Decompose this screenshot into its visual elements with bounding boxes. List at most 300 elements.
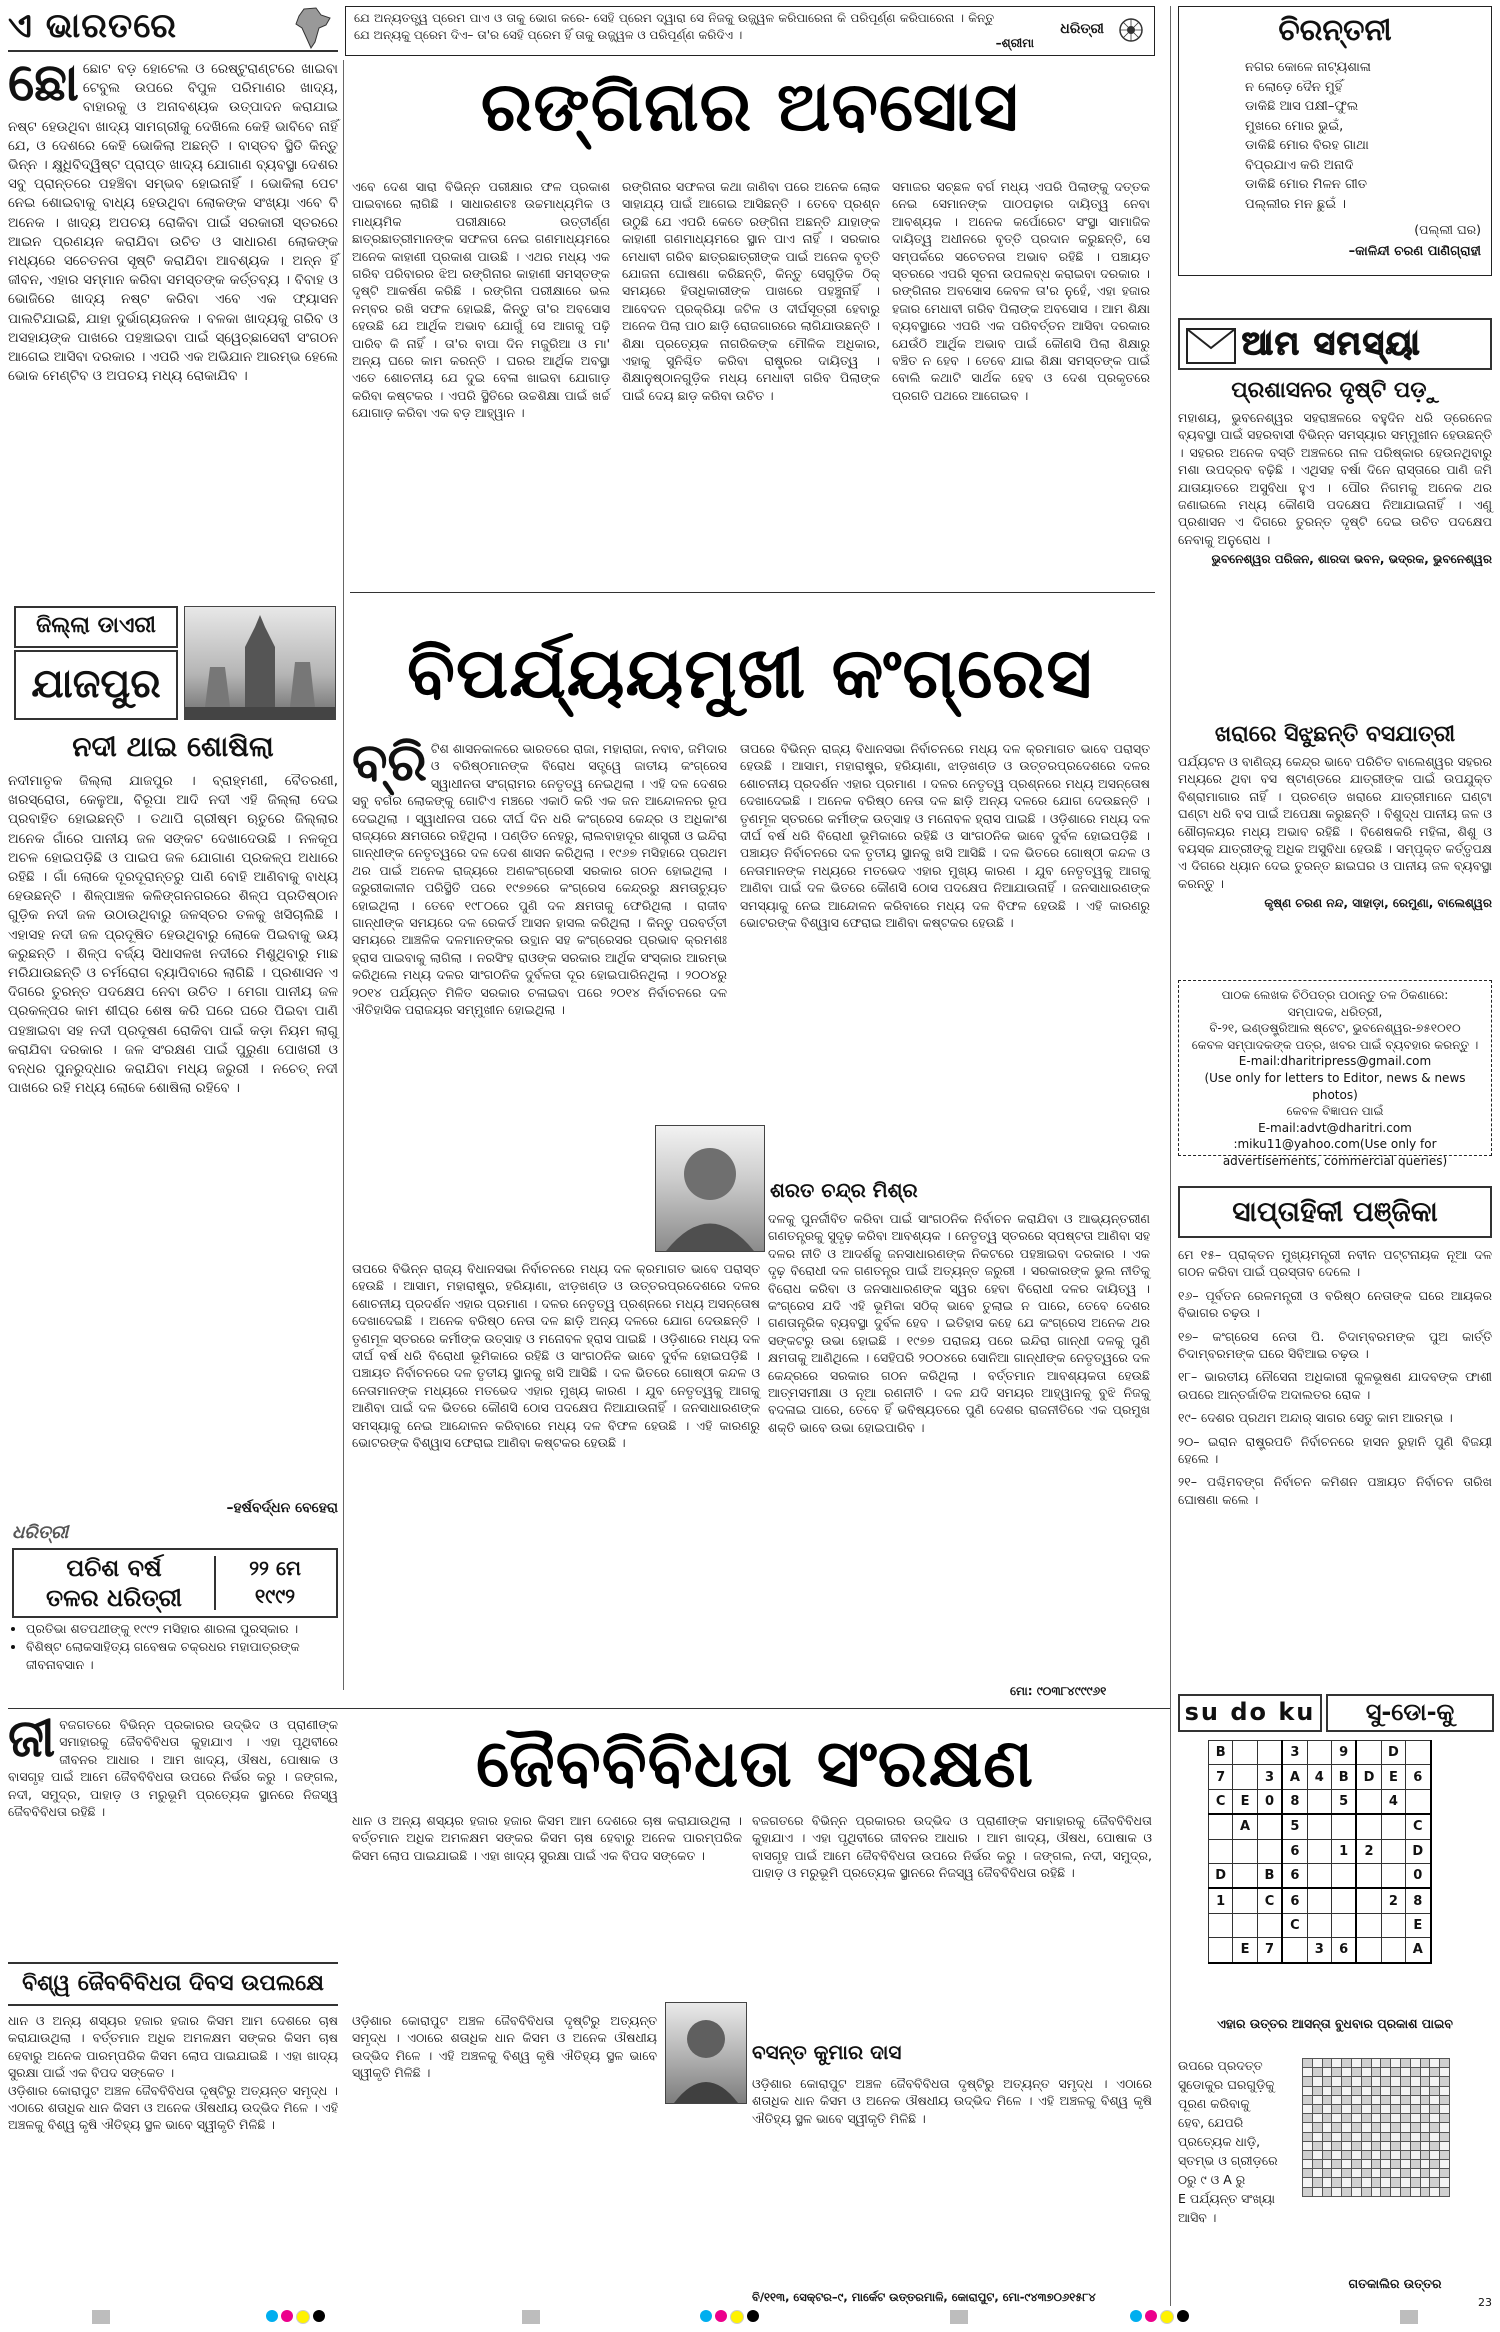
mini-cell bbox=[1440, 2160, 1450, 2169]
mini-cell bbox=[1410, 2150, 1420, 2159]
mini-cell bbox=[1420, 2077, 1430, 2086]
mini-cell bbox=[1371, 2059, 1381, 2068]
history-item: • ପ୍ରତିଭା ଶତପଥୀଙ୍କୁ ୧୯୯୨ ମସିହାର ଶାରଳା ପୁରସ୍କାର । bbox=[26, 1620, 348, 1638]
mini-cell bbox=[1400, 2178, 1410, 2187]
bio-body: ବଜଗତରେ ବିଭିନ୍ନ ପ୍ରକାରର ଉଦ୍ଭିଦ ଓ ପ୍ରାଣୀଙ୍କ ସମାହାରକୁ ଜୈବବିବିଧତା କୁହାଯାଏ । ଏହା ପୃଥିବୀରେ ଜୀବନର ଆଧାର । ଆମ ଖାଦ୍ୟ, ଔଷଧ, ପୋଷାକ ଓ ବାସଗୃହ ପାଇଁ ଆମେ ଜୈବବିବିଧତା ଉପରେ ନିର୍ଭର କରୁ । ଜଙ୍ଗଲ, ନଦୀ, ସମୁଦ୍ର, ପାହାଡ଼ ଓ ମରୁଭୂମି ପ୍ରତ୍ୟେକ ସ୍ଥାନରେ ନିଜସ୍ୱ ଜୈବବିବିଧତା ରହିଛି । bbox=[8, 1717, 338, 1820]
mini-cell bbox=[1420, 2114, 1430, 2123]
mini-cell bbox=[1342, 2160, 1352, 2169]
poem-box bbox=[1178, 6, 1492, 276]
sudoku-cell[interactable]: B bbox=[1257, 1863, 1282, 1888]
mini-cell bbox=[1303, 2059, 1313, 2068]
mini-cell bbox=[1312, 2095, 1322, 2104]
top-article-text: ସମାଜର ସଚ୍ଛଳ ବର୍ଗ ମଧ୍ୟ ଏପରି ପିଲାଙ୍କୁ ଦତ୍ତକ ନେଇ ସେମାନଙ୍କ ପାଠପଢ଼ାର ଦାୟିତ୍ୱ ନେବା ଆବଶ୍ୟକ । ଅନେକ କର୍ପୋରେଟ ସଂସ୍ଥା ସାମାଜିକ ଦାୟିତ୍ୱ ଅଧୀନରେ ବୃତ୍ତି ପ୍ରଦାନ କରୁଛନ୍ତି, ସେ ସମ୍ପର୍କରେ ସଚେତନତା ଅଭାବ ରହିଛି । ପଞ୍ଚାୟତ ସ୍ତରରେ ଏପରି ସୂଚନା ଉପଲବ୍ଧ କରାଇବା ଦରକାର । ରଙ୍ଗିନାର ଅବସୋସ କେବଳ ତା'ର ନୁହେଁ, ଏହା ହଜାର ହଜାର ମେଧାବୀ ଗରିବ ପିଲାଙ୍କ ଅବସୋସ । ଆମ ଶିକ୍ଷା ବ୍ୟବସ୍ଥାରେ ଏପରି ଏକ ପରିବର୍ତ୍ତନ ଆସିବା ଦରକାର ଯେଉଁଠି ଆର୍ଥିକ ଅଭାବ ପାଇଁ କୌଣସି ପିଲା ଶିକ୍ଷାରୁ ବଞ୍ଚିତ ନ ହେବ । ତେବେ ଯାଇ ଶିକ୍ଷା ସମସ୍ତଙ୍କ ପାଇଁ ବୋଲି କଥାଟି ସାର୍ଥକ ହେବ ଓ ଦେଶ ପ୍ରକୃତରେ ପ୍ରଗତି ପଥରେ ଆଗେଇବ । bbox=[892, 179, 1150, 403]
sudoku-cell[interactable] bbox=[1209, 1938, 1233, 1963]
bio-col-2 bbox=[352, 1812, 742, 2012]
mini-cell bbox=[1312, 2150, 1322, 2159]
mini-cell bbox=[1332, 2086, 1342, 2095]
mini-row bbox=[1303, 2114, 1450, 2123]
mini-cell bbox=[1303, 2160, 1313, 2169]
mini-cell bbox=[1322, 2086, 1332, 2095]
top-article-col-1 bbox=[352, 178, 610, 583]
contact-line: ପାଠକ ଲେଖକ ଚିଠିପତ୍ର ପଠାନ୍ତୁ ତଳ ଠିକଣାରେ: bbox=[1221, 988, 1449, 1002]
sudoku-cell[interactable] bbox=[1233, 1863, 1257, 1888]
mini-cell bbox=[1420, 2132, 1430, 2141]
sudoku-cell[interactable] bbox=[1209, 1814, 1233, 1839]
mini-cell bbox=[1312, 2059, 1322, 2068]
contact-line: ବି-୨୧, ଇଣ୍ଡଷ୍ଟ୍ରିଆଲ ଷ୍ଟେଟ, ଭୁବନେଶ୍ୱର-୭୫୧୦୧୦ bbox=[1209, 1021, 1461, 1036]
mini-cell bbox=[1361, 2077, 1371, 2086]
sudoku-cell[interactable] bbox=[1257, 1913, 1282, 1937]
quote-box bbox=[345, 6, 1155, 56]
poem-author: –କାଳିନ୍ଦୀ ଚରଣ ପାଣିଗ୍ରାହୀ bbox=[1348, 244, 1481, 259]
mini-cell bbox=[1440, 2077, 1450, 2086]
district-diary bbox=[8, 606, 338, 724]
mini-cell bbox=[1430, 2114, 1440, 2123]
mini-cell bbox=[1312, 2086, 1322, 2095]
sudoku-cell[interactable]: 1 bbox=[1331, 1839, 1356, 1863]
mini-cell bbox=[1332, 2123, 1342, 2132]
mini-cell bbox=[1381, 2059, 1391, 2068]
sudoku-cell[interactable] bbox=[1331, 1913, 1356, 1937]
mini-row bbox=[1303, 2086, 1450, 2095]
mini-cell bbox=[1361, 2169, 1371, 2178]
sudoku-cell[interactable]: 0 bbox=[1257, 1789, 1282, 1814]
mini-cell bbox=[1381, 2068, 1391, 2077]
rules-line: ଆସିବ । bbox=[1178, 2210, 1217, 2225]
sudoku-row bbox=[1209, 1741, 1431, 1765]
mini-cell bbox=[1322, 2104, 1332, 2113]
sudoku-cell[interactable] bbox=[1356, 1913, 1381, 1937]
poem-line: ଡାକିଛି ଆସ ପକ୍ଷୀ–ଫୁଲ bbox=[1245, 99, 1359, 114]
mini-cell bbox=[1351, 2095, 1361, 2104]
mini-cell bbox=[1391, 2086, 1401, 2095]
mini-cell bbox=[1351, 2077, 1361, 2086]
letter2-title: ଖରାରେ ସିଝୁଛନ୍ତି ବସଯାତ୍ରୀ bbox=[1214, 722, 1456, 747]
mini-cell bbox=[1332, 2169, 1342, 2178]
person-icon bbox=[656, 1126, 764, 1251]
mini-cell bbox=[1400, 2150, 1410, 2159]
mini-cell bbox=[1440, 2068, 1450, 2077]
poem-line: ପଲ୍ଲୀର ମନ ଛୁଇଁ । bbox=[1245, 196, 1347, 212]
sudoku-header bbox=[1178, 1692, 1492, 1732]
sudoku-cell[interactable] bbox=[1356, 1789, 1381, 1814]
sudoku-cell[interactable]: 5 bbox=[1282, 1814, 1307, 1839]
mini-row bbox=[1303, 2059, 1450, 2068]
mini-row bbox=[1303, 2132, 1450, 2141]
sudoku-cell[interactable]: 8 bbox=[1406, 1888, 1431, 1913]
poem-lines bbox=[1189, 58, 1481, 214]
sudoku-cell[interactable]: D bbox=[1356, 1765, 1381, 1789]
poem-line: ଡାକିଛି ମୋର ବିରହ ଗାଥା bbox=[1245, 138, 1369, 153]
letter1-body: ମହାଶୟ, ଭୁବନେଶ୍ୱର ସହରାଞ୍ଚଳରେ ବହୁଦିନ ଧରି ଡ୍ରେନେଜ ବ୍ୟବସ୍ଥା ପାଇଁ ସହରବାସୀ ବିଭିନ୍ନ ସମସ୍ୟାର ସମ୍ମୁଖୀନ ହେଉଛନ୍ତି । ସହରର ଅନେକ ବସ୍ତି ଅଞ୍ଚଳରେ ନାଳ ପରିଷ୍କାର ହେଉନଥିବାରୁ ମଶା ଉପଦ୍ରବ ବଢ଼ିଛି । ଏଥିସହ ବର୍ଷା ଦିନେ ରାସ୍ତାରେ ପାଣି ଜମି ଯାତାୟାତରେ ଅସୁବିଧା ହୁଏ । ପୌର ନିଗମକୁ ଅନେକ ଥର ଜଣାଇଲେ ମଧ୍ୟ କୌଣସି ପଦକ୍ଷେପ ନିଆଯାଇନାହିଁ । ଏଣୁ ପ୍ରଶାସନ ଏ ଦିଗରେ ତୁରନ୍ତ ଦୃଷ୍ଟି ଦେଇ ଉଚିତ ପଦକ୍ଷେପ ନେବାକୁ ଅନୁରୋଧ । bbox=[1178, 410, 1492, 547]
reg-dot bbox=[1160, 2310, 1174, 2324]
sudoku-cell[interactable] bbox=[1233, 1765, 1257, 1789]
sudoku-cell[interactable]: E bbox=[1233, 1789, 1257, 1814]
sudoku-cell[interactable]: E bbox=[1381, 1765, 1405, 1789]
mini-cell bbox=[1371, 2169, 1381, 2178]
sudoku-cell[interactable] bbox=[1307, 1863, 1331, 1888]
mini-cell bbox=[1381, 2178, 1391, 2187]
sudoku-cell[interactable] bbox=[1257, 1839, 1282, 1863]
congress-text: ଦଳକୁ ପୁନର୍ଜୀବିତ କରିବା ପାଇଁ ସାଂଗଠନିକ ନିର୍ବାଚନ କରାଯିବା ଓ ଆଭ୍ୟନ୍ତରୀଣ ଗଣତନ୍ତ୍ରକୁ ସୁଦୃଢ଼ କରିବା ଆବଶ୍ୟକ । ନେତୃତ୍ୱ ସ୍ତରରେ ସ୍ପଷ୍ଟତା ଆଣିବା ସହ ଦଳର ନୀତି ଓ ଆଦର୍ଶକୁ ଜନସାଧାରଣଙ୍କ ନିକଟରେ ପହଞ୍ଚାଇବା ଦରକାର । ଏକ ଦୃଢ଼ ବିରୋଧୀ ଦଳ ଗଣତନ୍ତ୍ର ପାଇଁ ଅତ୍ୟନ୍ତ ଜରୁରୀ । ସରକାରଙ୍କ ଭୁଲ ନୀତିକୁ ବିରୋଧ କରିବା ଓ ଜନସାଧାରଣଙ୍କ ସ୍ୱର ହେବା ବିରୋଧୀ ଦଳର ଦାୟିତ୍ୱ । କଂଗ୍ରେସ ଯଦି ଏହି ଭୂମିକା ସଠିକ୍ ଭାବେ ତୁଲାଇ ନ ପାରେ, ତେବେ ଦେଶର ଗଣତାନ୍ତ୍ରିକ ବ୍ୟବସ୍ଥା ଦୁର୍ବଳ ହେବ । ଇତିହାସ କହେ ଯେ କଂଗ୍ରେସ ଅନେକ ଥର ସଙ୍କଟରୁ ଉଭା ହୋଇଛି । ୧୯୭୭ ପରାଜୟ ପରେ ଇନ୍ଦିରା ଗାନ୍ଧୀ ଦଳକୁ ପୁଣି କ୍ଷମତାକୁ ଆଣିଥିଲେ । ସେହିପରି ୨୦୦୪ରେ ସୋନିଆ ଗାନ୍ଧୀଙ୍କ ନେତୃତ୍ୱରେ ଦଳ କେନ୍ଦ୍ରରେ ସରକାର ଗଠନ କରିଥିଲା । ବର୍ତ୍ତମାନ ଆବଶ୍ୟକତା ହେଉଛି ଆତ୍ମସମୀକ୍ଷା ଓ ନୂଆ ରଣନୀତି । ଦଳ ଯଦି ସମୟର ଆହ୍ୱାନକୁ ବୁଝି ନିଜକୁ ବଦଳାଇ ପାରେ, ତେବେ ହିଁ ଭବିଷ୍ୟତରେ ପୁଣି ଦେଶର ରାଜନୀତିରେ ଏକ ପ୍ରମୁଖ ଶକ୍ତି ଭାବେ ଉଭା ହୋଇପାରିବ । bbox=[768, 1211, 1150, 1435]
weekly-item: ୧୯– ଦେଶର ପ୍ରଥମ ଅନ୍ଦାର୍ ସାଗର ସେତୁ କାମ ଆରମ୍ଭ । bbox=[1178, 1410, 1453, 1426]
letter1-title: ପ୍ରଶାସନର ଦୃଷ୍ଟି ପଡ଼ୁ bbox=[1231, 378, 1439, 403]
mini-cell bbox=[1312, 2114, 1322, 2123]
mini-cell bbox=[1400, 2187, 1410, 2196]
mini-cell bbox=[1351, 2104, 1361, 2113]
mini-cell bbox=[1332, 2141, 1342, 2150]
mini-cell bbox=[1322, 2059, 1332, 2068]
mini-cell bbox=[1400, 2068, 1410, 2077]
sudoku-cell[interactable] bbox=[1257, 1741, 1282, 1765]
mini-cell bbox=[1342, 2178, 1352, 2187]
sudoku-cell[interactable]: 6 bbox=[1282, 1863, 1307, 1888]
mini-cell bbox=[1361, 2086, 1371, 2095]
mini-cell bbox=[1391, 2160, 1401, 2169]
sudoku-cell[interactable]: 6 bbox=[1282, 1888, 1307, 1913]
mini-cell bbox=[1391, 2095, 1401, 2104]
sudoku-cell[interactable]: C bbox=[1406, 1814, 1431, 1839]
sudoku-cell[interactable]: A bbox=[1233, 1814, 1257, 1839]
reg-dot bbox=[715, 2310, 727, 2322]
mini-cell bbox=[1371, 2086, 1381, 2095]
mini-cell bbox=[1410, 2123, 1420, 2132]
sudoku-cell[interactable]: C bbox=[1257, 1888, 1282, 1913]
sudoku-cell[interactable] bbox=[1233, 1888, 1257, 1913]
mini-cell bbox=[1361, 2160, 1371, 2169]
mini-cell bbox=[1322, 2114, 1332, 2123]
mini-cell bbox=[1303, 2086, 1313, 2095]
mini-cell bbox=[1400, 2059, 1410, 2068]
mini-cell bbox=[1342, 2150, 1352, 2159]
temple-photo bbox=[184, 606, 336, 720]
sudoku-cell[interactable]: A bbox=[1282, 1765, 1307, 1789]
quote-text: ଯେ ଅନ୍ୟତତ୍ତ୍ୱ ପ୍ରେମ ପାଏ ଓ ତାକୁ ଭୋଗ କରେ- ସେହି ପ୍ରେମ ଦ୍ୱାରା ସେ ନିଜକୁ ଉଜ୍ଜ୍ୱଳ କରିପାରେନା କି ପରିପୂର୍ଣ୍ଣ କରିପାରେନା । କିନ୍ତୁ ଯେ ଅନ୍ୟକୁ ପ୍ରେମ ଦିଏ– ତା'ର ସେହି ପ୍ରେମ ହିଁ ତାକୁ ଉଜ୍ଜ୍ୱଳ ଓ ପରିପୂର୍ଣ୍ଣ କରିଦିଏ । bbox=[354, 11, 994, 42]
mini-cell bbox=[1440, 2141, 1450, 2150]
sudoku-cell[interactable]: D bbox=[1381, 1741, 1405, 1765]
sudoku-cell[interactable]: 2 bbox=[1381, 1888, 1405, 1913]
sudoku-cell[interactable] bbox=[1356, 1741, 1381, 1765]
sudoku-cell[interactable]: 4 bbox=[1381, 1789, 1405, 1814]
letter2-body: ପର୍ଯ୍ୟଟନ ଓ ବାଣିଜ୍ୟ କେନ୍ଦ୍ର ଭାବେ ପରିଚିତ ବାଲେଶ୍ୱର ସହରର ମଧ୍ୟରେ ଥିବା ବସ ଷ୍ଟାଣ୍ଡରେ ଯାତ୍ରୀଙ୍କ ପାଇଁ ଉପଯୁକ୍ତ ବିଶ୍ରାମାଗାର ନାହିଁ । ପ୍ରଚଣ୍ଡ ଖରାରେ ଯାତ୍ରୀମାନେ ଘଣ୍ଟା ଘଣ୍ଟା ଧରି ବସ ପାଇଁ ଅପେକ୍ଷା କରୁଛନ୍ତି । ବିଶୁଦ୍ଧ ପାନୀୟ ଜଳ ଓ ଶୌଚାଳୟର ମଧ୍ୟ ଅଭାବ ରହିଛି । ବିଶେଷକରି ମହିଳା, ଶିଶୁ ଓ ବୟସ୍କ ଯାତ୍ରୀଙ୍କୁ ଅଧିକ ଅସୁବିଧା ହେଉଛି । ସମ୍ପୃକ୍ତ କର୍ତ୍ତୃପକ୍ଷ ଏ ଦିଗରେ ଧ୍ୟାନ ଦେଇ ତୁରନ୍ତ ଛାଇଘର ଓ ପାନୀୟ ଜଳ ବ୍ୟବସ୍ଥା କରନ୍ତୁ । bbox=[1178, 754, 1492, 891]
mini-cell bbox=[1391, 2123, 1401, 2132]
sudoku-cell[interactable] bbox=[1406, 1789, 1431, 1814]
weekly-title: ସାପ୍ତାହିକୀ ପଞ୍ଜିକା bbox=[1232, 1195, 1438, 1228]
mini-cell bbox=[1410, 2095, 1420, 2104]
mini-row bbox=[1303, 2160, 1450, 2169]
mini-cell bbox=[1381, 2095, 1391, 2104]
reg-dot bbox=[1130, 2310, 1142, 2322]
mini-row bbox=[1303, 2169, 1450, 2178]
sudoku-rules bbox=[1178, 2056, 1298, 2276]
mini-cell bbox=[1351, 2187, 1361, 2196]
mini-cell bbox=[1381, 2150, 1391, 2159]
sudoku-cell[interactable] bbox=[1307, 1814, 1331, 1839]
reg-dot bbox=[313, 2310, 325, 2322]
mini-cell bbox=[1410, 2059, 1420, 2068]
letter2-sign: କୃଷ୍ଣ ଚରଣ ନନ୍ଦ, ସାହାଡ଼ା, ରେମୁଣା, ବାଲେଶ୍ୱର bbox=[1264, 896, 1492, 911]
sudoku-cell[interactable] bbox=[1406, 1741, 1431, 1765]
mini-cell bbox=[1361, 2114, 1371, 2123]
sudoku-row bbox=[1209, 1888, 1431, 1913]
mini-cell bbox=[1440, 2187, 1450, 2196]
bio-subhead: ବିଶ୍ୱ ଜୈବବିବିଧତା ଦିବସ ଉପଲକ୍ଷେ bbox=[22, 1971, 324, 1996]
congress-contact: ମୋ: ୯୦୩୮୪୯୯୯୬୧ bbox=[1010, 1684, 1107, 1698]
mini-cell bbox=[1332, 2114, 1342, 2123]
ebharatare-logo bbox=[8, 6, 338, 52]
sudoku-cell[interactable] bbox=[1282, 1938, 1307, 1963]
mini-cell bbox=[1420, 2178, 1430, 2187]
mini-cell bbox=[1420, 2150, 1430, 2159]
sudoku-cell[interactable] bbox=[1307, 1741, 1331, 1765]
mini-cell bbox=[1371, 2123, 1381, 2132]
mini-cell bbox=[1371, 2150, 1381, 2159]
sudoku-cell[interactable] bbox=[1331, 1863, 1356, 1888]
sudoku-cell[interactable]: 1 bbox=[1209, 1888, 1233, 1913]
sudoku-cell[interactable]: 3 bbox=[1282, 1741, 1307, 1765]
mini-cell bbox=[1351, 2141, 1361, 2150]
mini-cell bbox=[1391, 2114, 1401, 2123]
sudoku-cell[interactable] bbox=[1257, 1814, 1282, 1839]
history-title-2: ତଳର ଧରିତ୍ରୀ bbox=[46, 1584, 182, 1612]
mini-row bbox=[1303, 2150, 1450, 2159]
mini-cell bbox=[1430, 2086, 1440, 2095]
top-article-col-3 bbox=[892, 178, 1150, 583]
mini-cell bbox=[1371, 2160, 1381, 2169]
poem-line: ମୁଖରେ ମୋର ଭୁଇଁ, bbox=[1245, 118, 1344, 134]
mini-cell bbox=[1342, 2187, 1352, 2196]
sudoku-cell[interactable]: 5 bbox=[1331, 1789, 1356, 1814]
mini-cell bbox=[1322, 2187, 1332, 2196]
sudoku-cell[interactable] bbox=[1307, 1913, 1331, 1937]
weekly-item: ୧୬– ପୂର୍ବତନ ରେଳମନ୍ତ୍ରୀ ଓ ବରିଷ୍ଠ ନେତାଙ୍କ ଘରେ ଆୟକର ବିଭାଗର ଚଢ଼ଉ । bbox=[1178, 1287, 1492, 1321]
author-photo-sharat bbox=[655, 1125, 765, 1252]
river-title: ନଦୀ ଥାଇ ଶୋଷିଲା bbox=[72, 730, 274, 763]
mini-cell bbox=[1342, 2068, 1352, 2077]
sudoku-cell[interactable] bbox=[1307, 1789, 1331, 1814]
mini-cell bbox=[1410, 2160, 1420, 2169]
sudoku-cell[interactable]: 3 bbox=[1307, 1938, 1331, 1963]
temple-icon bbox=[185, 607, 335, 719]
sudoku-cell[interactable]: D bbox=[1209, 1863, 1233, 1888]
mini-cell bbox=[1371, 2114, 1381, 2123]
mini-cell bbox=[1342, 2104, 1352, 2113]
sudoku-cell[interactable]: 3 bbox=[1257, 1765, 1282, 1789]
sudoku-cell[interactable]: 9 bbox=[1331, 1741, 1356, 1765]
bio-contact: ବି/୧୧୩, ସେକ୍ଟର–୯, ମାର୍କେଟ ଉତ୍ତରମାଳି, କୋରାପୁଟ, ମୋ-୯୪୩୭୦୬୧୫୮୪ bbox=[752, 2290, 1096, 2304]
sudoku-cell[interactable] bbox=[1209, 1839, 1233, 1863]
contact-line: କେବଳ ସମ୍ପାଦକଙ୍କ ପତ୍ର, ଖବର ପାଇଁ ବ୍ୟବହାର କରନ୍ତୁ । bbox=[1191, 1037, 1479, 1052]
history-date-2: ୧୯୯୨ bbox=[254, 1584, 296, 1608]
mini-cell bbox=[1391, 2068, 1401, 2077]
sudoku-cell[interactable] bbox=[1381, 1913, 1405, 1937]
mini-cell bbox=[1303, 2077, 1313, 2086]
sudoku-cell[interactable]: A bbox=[1406, 1938, 1431, 1963]
river-byline: –ହର୍ଷବର୍ଦ୍ଧନ ବେହେରା bbox=[226, 1500, 338, 1516]
mini-cell bbox=[1430, 2160, 1440, 2169]
bio-text: ଓଡ଼ିଶାର କୋରାପୁଟ ଅଞ୍ଚଳ ଜୈବବିବିଧତା ଦୃଷ୍ଟିରୁ ଅତ୍ୟନ୍ତ ସମୃଦ୍ଧ । ଏଠାରେ ଶତାଧିକ ଧାନ କିସମ ଓ ଅନେକ ଔଷଧୀୟ ଉଦ୍ଭିଦ ମିଳେ । ଏହି ଅଞ୍ଚଳକୁ ବିଶ୍ୱ କୃଷି ଐତିହ୍ୟ ସ୍ଥଳ ଭାବେ ସ୍ୱୀକୃତି ମିଳିଛି । bbox=[8, 2082, 338, 2133]
bio-dropcap: ଜୀ bbox=[8, 1709, 56, 1769]
contact-email-advt[interactable]: E-mail:advt@dharitri.com bbox=[1258, 1120, 1412, 1135]
sudoku-cell[interactable]: 8 bbox=[1282, 1789, 1307, 1814]
sudoku-table[interactable] bbox=[1208, 1740, 1432, 1964]
mini-cell bbox=[1342, 2095, 1352, 2104]
mini-row bbox=[1303, 2123, 1450, 2132]
contact-line: ସମ୍ପାଦକ, ଧରିତ୍ରୀ, bbox=[1287, 1004, 1383, 1019]
mini-cell bbox=[1400, 2077, 1410, 2086]
mini-cell bbox=[1400, 2141, 1410, 2150]
sudoku-cell[interactable]: 0 bbox=[1406, 1863, 1431, 1888]
bio-text: ବଜଗତରେ ବିଭିନ୍ନ ପ୍ରକାରର ଉଦ୍ଭିଦ ଓ ପ୍ରାଣୀଙ୍କ ସମାହାରକୁ ଜୈବବିବିଧତା କୁହାଯାଏ । ଏହା ପୃଥିବୀରେ ଜୀବନର ଆଧାର । ଆମ ଖାଦ୍ୟ, ଔଷଧ, ପୋଷାକ ଓ ବାସଗୃହ ପାଇଁ ଆମେ ଜୈବବିବିଧତା ଉପରେ ନିର୍ଭର କରୁ । ଜଙ୍ଗଲ, ନଦୀ, ସମୁଦ୍ର, ପାହାଡ଼ ଓ ମରୁଭୂମି ପ୍ରତ୍ୟେକ ସ୍ଥାନରେ ନିଜସ୍ୱ ଜୈବବିବିଧତା ରହିଛି । bbox=[752, 1813, 1152, 1881]
history-item: • ବିଶିଷ୍ଟ ଲୋକସାହିତ୍ୟ ଗବେଷକ ଚକ୍ରଧର ମହାପାତ୍ରଙ୍କ ଜୀବନାବସାନ । bbox=[26, 1638, 348, 1674]
reg-grey-bar bbox=[950, 2310, 968, 2324]
mini-cell bbox=[1322, 2178, 1332, 2187]
mini-row bbox=[1303, 2141, 1450, 2150]
bio-col-1 bbox=[8, 2012, 338, 2292]
sudoku-cell[interactable] bbox=[1233, 1913, 1257, 1937]
congress-author: ଶରତ ଚନ୍ଦ୍ର ମିଶ୍ର bbox=[770, 1178, 918, 1202]
rules-line: ୦ରୁ ୯ ଓ A ରୁ bbox=[1178, 2172, 1246, 2187]
mini-cell bbox=[1351, 2114, 1361, 2123]
mini-cell bbox=[1371, 2095, 1381, 2104]
mini-cell bbox=[1430, 2095, 1440, 2104]
mini-cell bbox=[1332, 2095, 1342, 2104]
sudoku-title-or: ସୁ-ଡୋ-କୁ bbox=[1326, 1694, 1494, 1732]
sudoku-cell[interactable]: C bbox=[1282, 1913, 1307, 1937]
mini-cell bbox=[1351, 2160, 1361, 2169]
sudoku-cell[interactable]: C bbox=[1209, 1789, 1233, 1814]
mini-cell bbox=[1303, 2095, 1313, 2104]
mini-cell bbox=[1381, 2086, 1391, 2095]
bio-text: ଧାନ ଓ ଅନ୍ୟ ଶସ୍ୟର ହଜାର ହଜାର କିସମ ଆମ ଦେଶରେ ଚାଷ କରାଯାଉଥିଲା । ବର୍ତ୍ତମାନ ଅଧିକ ଅମଳକ୍ଷମ ସଙ୍କର କିସମ ଚାଷ ହେବାରୁ ଅନେକ ପାରମ୍ପରିକ କିସମ ଲୋପ ପାଇଯାଇଛି । ଏହା ଖାଦ୍ୟ ସୁରକ୍ଷା ପାଇଁ ଏକ ବିପଦ ସଙ୍କେତ । bbox=[8, 2013, 338, 2081]
mini-cell bbox=[1420, 2187, 1430, 2196]
sudoku-cell[interactable] bbox=[1381, 1814, 1405, 1839]
mini-cell bbox=[1410, 2187, 1420, 2196]
sudoku-cell[interactable] bbox=[1307, 1888, 1331, 1913]
sudoku-cell[interactable]: 6 bbox=[1331, 1938, 1356, 1963]
sudoku-cell[interactable] bbox=[1233, 1839, 1257, 1863]
sudoku-cell[interactable] bbox=[1331, 1888, 1356, 1913]
sudoku-cell[interactable]: 6 bbox=[1282, 1839, 1307, 1863]
mini-cell bbox=[1391, 2077, 1401, 2086]
sudoku-cell[interactable] bbox=[1381, 1863, 1405, 1888]
mini-cell bbox=[1361, 2141, 1371, 2150]
sudoku-cell[interactable]: D bbox=[1406, 1839, 1431, 1863]
mini-cell bbox=[1361, 2132, 1371, 2141]
sudoku-cell[interactable] bbox=[1307, 1839, 1331, 1863]
sudoku-cell[interactable]: E bbox=[1406, 1913, 1431, 1937]
sudoku-cell[interactable]: 7 bbox=[1209, 1765, 1233, 1789]
mini-cell bbox=[1312, 2178, 1322, 2187]
poem-line: ନଗର କୋଳେ ନାଟ୍ୟଶାଳା bbox=[1245, 60, 1371, 75]
sudoku-cell[interactable]: B bbox=[1331, 1765, 1356, 1789]
sudoku-cell[interactable]: 2 bbox=[1356, 1839, 1381, 1863]
mini-cell bbox=[1391, 2104, 1401, 2113]
mini-cell bbox=[1332, 2068, 1342, 2077]
sudoku-cell[interactable]: 4 bbox=[1307, 1765, 1331, 1789]
mini-cell bbox=[1420, 2059, 1430, 2068]
sudoku-cell[interactable]: 6 bbox=[1406, 1765, 1431, 1789]
mini-cell bbox=[1430, 2059, 1440, 2068]
mini-cell bbox=[1371, 2068, 1381, 2077]
poem-line: ନ ଲୋଡ଼େ ଦୈନ ମୁହିଁ bbox=[1245, 79, 1343, 95]
congress-text: ତାପରେ ବିଭିନ୍ନ ରାଜ୍ୟ ବିଧାନସଭା ନିର୍ବାଚନରେ ମଧ୍ୟ ଦଳ କ୍ରମାଗତ ଭାବେ ପରାସ୍ତ ହେଉଛି । ଆସାମ, ମହାରାଷ୍ଟ୍ର, ହରିୟାଣା, ଝାଡ଼ଖଣ୍ଡ ଓ ଉତ୍ତରପ୍ରଦେଶରେ ଦଳର ଶୋଚନୀୟ ପ୍ରଦର୍ଶନ ଏହାର ପ୍ରମାଣ । ଦଳର ନେତୃତ୍ୱ ପ୍ରଶ୍ନରେ ମଧ୍ୟ ଅସନ୍ତୋଷ ଦେଖାଦେଇଛି । ଅନେକ ବରିଷ୍ଠ ନେତା ଦଳ ଛାଡ଼ି ଅନ୍ୟ ଦଳରେ ଯୋଗ ଦେଉଛନ୍ତି । ତୃଣମୂଳ ସ୍ତରରେ କର୍ମୀଙ୍କ ଉତ୍ସାହ ଓ ମନୋବଳ ହ୍ରାସ ପାଇଛି । ଓଡ଼ିଶାରେ ମଧ୍ୟ ଦଳ ଦୀର୍ଘ ବର୍ଷ ଧରି ବିରୋଧୀ ଭୂମିକାରେ ରହିଛି ଓ ସାଂଗଠନିକ ଭାବେ ଦୁର୍ବଳ ହୋଇପଡ଼ିଛି । ପଞ୍ଚାୟତ ନିର୍ବାଚନରେ ଦଳ ତୃତୀୟ ସ୍ଥାନକୁ ଖସି ଆସିଛି । ଦଳ ଭିତରେ ଗୋଷ୍ଠୀ କନ୍ଦଳ ଓ ନେତାମାନଙ୍କ ମଧ୍ୟରେ ମତଭେଦ ଏହାର ମୁଖ୍ୟ କାରଣ । ଯୁବ ନେତୃତ୍ୱକୁ ଆଗକୁ ଆଣିବା ପାଇଁ ଦଳ ଭିତରେ କୌଣସି ଠୋସ ପଦକ୍ଷେପ ନିଆଯାଉନାହିଁ । ଜନସାଧାରଣଙ୍କ ସମସ୍ୟାକୁ ନେଇ ଆନ୍ଦୋଳନ କରିବାରେ ମଧ୍ୟ ଦଳ ବିଫଳ ହେଉଛି । ଏହି କାରଣରୁ ଭୋଟରଙ୍କ ବିଶ୍ୱାସ ଫେରାଇ ଆଣିବା କଷ୍ଟକର ହେଉଛି । bbox=[740, 741, 1150, 931]
sudoku-cell[interactable]: B bbox=[1209, 1741, 1233, 1765]
mini-cell bbox=[1312, 2068, 1322, 2077]
sudoku-cell[interactable] bbox=[1209, 1913, 1233, 1937]
sudoku-cell[interactable] bbox=[1331, 1814, 1356, 1839]
sudoku-cell[interactable] bbox=[1233, 1741, 1257, 1765]
mini-cell bbox=[1332, 2160, 1342, 2169]
mini-cell bbox=[1322, 2150, 1332, 2159]
sudoku-cell[interactable] bbox=[1356, 1888, 1381, 1913]
contact-email-press[interactable]: E-mail:dharitripress@gmail.com bbox=[1238, 1054, 1432, 1069]
mini-cell bbox=[1312, 2187, 1322, 2196]
left-column-lead bbox=[8, 53, 338, 600]
page-number: 23 bbox=[1478, 2296, 1492, 2309]
mini-cell bbox=[1400, 2160, 1410, 2169]
reg-dot bbox=[281, 2310, 293, 2322]
sudoku-title-en-box: su do ku bbox=[1178, 1694, 1322, 1732]
history-title-1: ପଚିଶ ବର୍ଷ bbox=[66, 1554, 162, 1582]
lead-body: ଛୋଟ ବଡ଼ ହୋଟେଲ ଓ ରେଷ୍ଟୁରାଣ୍ଟରେ ଖାଇବା ଟେବୁଲ ଉପରେ ବିପୁଳ ପରିମାଣର ଖାଦ୍ୟ, ବାହାରକୁ ଓ ଅନାବଶ୍ୟକ ଉତ୍ପାଦନ କରାଯାଇ ନଷ୍ଟ ହେଉଥିବା ଖାଦ୍ୟ ସାମଗ୍ରୀକୁ ଦେଖିଲେ କେହି ଭାବିବେ ନାହିଁ ଯେ, ଓ ଦେଶରେ କେହି ଭୋକିଲା ଅଛନ୍ତି । ବାସ୍ତବ ସ୍ଥିତି କିନ୍ତୁ ଭିନ୍ନ । କ୍ଷୁଧିବିଦ୍ୱିଷ୍ଟ ପ୍ରାପ୍ତ ଖାଦ୍ୟ ଯୋଗାଣ ବ୍ୟବସ୍ଥା ଦେଶର ସବୁ ପ୍ରାନ୍ତରେ ପହଞ୍ଚିବା ସମ୍ଭବ ହୋଇନାହିଁ । ଭୋକିଲା ପେଟ ନେଇ ଶୋଇବାକୁ ବାଧ୍ୟ ହେଉଥିବା ଲୋକଙ୍କ ସଂଖ୍ୟା ଏବେ ବି ଅନେକ । ଖାଦ୍ୟ ଅପଚୟ ରୋକିବା ପାଇଁ ସରକାରୀ ସ୍ତରରେ ଆଇନ ପ୍ରଣୟନ କରାଯିବା ଉଚିତ ଓ ସାଧାରଣ ଲୋକଙ୍କ ମଧ୍ୟରେ ସଚେତନତା ସୃଷ୍ଟି କରାଯିବା ଆବଶ୍ୟକ । ଅନ୍ନ ହିଁ ଜୀବନ, ଏହାର ସମ୍ମାନ କରିବା ସମସ୍ତଙ୍କ କର୍ତ୍ତବ୍ୟ । ବିବାହ ଓ ଭୋଜିରେ ଖାଦ୍ୟ ନଷ୍ଟ କରିବା ଏବେ ଏକ ଫ୍ୟାସନ ପାଲଟିଯାଇଛି, ଯାହା ଦୁର୍ଭାଗ୍ୟଜନକ । ବଳକା ଖାଦ୍ୟକୁ ଗରିବ ଓ ଅସହାୟଙ୍କ ପାଖରେ ପହଞ୍ଚାଇବା ପାଇଁ ସ୍ୱେଚ୍ଛାସେବୀ ସଂଗଠନ ଆଗେଇ ଆସିବା ଦରକାର । ଏପରି ଏକ ଅଭିଯାନ ଆରମ୍ଭ ହେଲେ ଭୋକ ମେଣ୍ଟିବ ଓ ଅପଚୟ ମଧ୍ୟ ରୋକାଯିବ । bbox=[8, 61, 338, 385]
rules-line: ସ୍ତମ୍ଭ ଓ ଗ୍ରୀଡ଼ରେ bbox=[1178, 2153, 1278, 2168]
mini-cell bbox=[1303, 2104, 1313, 2113]
contact-email-yahoo[interactable]: :miku11@yahoo.com(Use only for bbox=[1233, 1137, 1437, 1152]
sudoku-row bbox=[1209, 1789, 1431, 1814]
sudoku-cell[interactable] bbox=[1356, 1863, 1381, 1888]
mini-cell bbox=[1322, 2141, 1332, 2150]
mini-cell bbox=[1361, 2095, 1371, 2104]
mini-cell bbox=[1420, 2141, 1430, 2150]
mini-row bbox=[1303, 2068, 1450, 2077]
bio-subhead-box bbox=[8, 1962, 338, 2006]
mini-row bbox=[1303, 2104, 1450, 2113]
letter-1 bbox=[1178, 378, 1492, 720]
weekly-item: ୨୦– ଇରାନ ରାଷ୍ଟ୍ରପତି ନିର୍ବାଚନରେ ହାସନ ରୁହାନି ପୁଣି ବିଜୟୀ ହେଲେ । bbox=[1178, 1433, 1492, 1467]
sudoku-cell[interactable] bbox=[1381, 1938, 1405, 1963]
prev-answer-grid bbox=[1302, 2058, 1488, 2258]
sudoku-cell[interactable] bbox=[1356, 1814, 1381, 1839]
mini-cell bbox=[1381, 2160, 1391, 2169]
reg-dot bbox=[296, 2310, 310, 2324]
sudoku-cell[interactable]: E bbox=[1233, 1938, 1257, 1963]
rules-line: ଉପରେ ପ୍ରଦତ୍ତ bbox=[1178, 2058, 1263, 2073]
sudoku-cell[interactable]: 7 bbox=[1257, 1938, 1282, 1963]
ornament-icon bbox=[1118, 17, 1144, 43]
sudoku-next-note: ଏହାର ଉତ୍ତର ଆସନ୍ତା ବୁଧବାର ପ୍ରକାଶ ପାଇବ bbox=[1217, 2016, 1453, 2031]
mini-cell bbox=[1420, 2160, 1430, 2169]
mini-cell bbox=[1312, 2169, 1322, 2178]
reg-dot bbox=[730, 2310, 744, 2324]
mini-cell bbox=[1391, 2141, 1401, 2150]
history-date-1: ୨୨ ମେ bbox=[249, 1556, 301, 1580]
sudoku-cell[interactable] bbox=[1381, 1839, 1405, 1863]
mini-cell bbox=[1400, 2104, 1410, 2113]
mini-cell bbox=[1430, 2104, 1440, 2113]
letter1-sign: ଭୁବନେଶ୍ୱର ପରିଜନ, ଶାରଦା ଭବନ, ଭଦ୍ରକ, ଭୁବନେଶ୍ୱର bbox=[1211, 552, 1492, 567]
mini-cell bbox=[1381, 2132, 1391, 2141]
sudoku-cell[interactable] bbox=[1356, 1938, 1381, 1963]
prev-answer-table bbox=[1302, 2058, 1450, 2197]
mini-cell bbox=[1430, 2068, 1440, 2077]
bio-text: ଧାନ ଓ ଅନ୍ୟ ଶସ୍ୟର ହଜାର ହଜାର କିସମ ଆମ ଦେଶରେ ଚାଷ କରାଯାଉଥିଲା । ବର୍ତ୍ତମାନ ଅଧିକ ଅମଳକ୍ଷମ ସଙ୍କର କିସମ ଚାଷ ହେବାରୁ ଅନେକ ପାରମ୍ପରିକ କିସମ ଲୋପ ପାଇଯାଇଛି । ଏହା ଖାଦ୍ୟ ସୁରକ୍ଷା ପାଇଁ ଏକ ବିପଦ ସଙ୍କେତ । bbox=[352, 1813, 742, 1863]
mini-cell bbox=[1371, 2077, 1381, 2086]
contact-line: କେବଳ ବିଜ୍ଞାପନ ପାଇଁ bbox=[1286, 1104, 1384, 1119]
bio-col-left bbox=[8, 1709, 338, 1956]
sudoku-grid[interactable] bbox=[1208, 1740, 1448, 1960]
person-icon bbox=[666, 2003, 746, 2103]
